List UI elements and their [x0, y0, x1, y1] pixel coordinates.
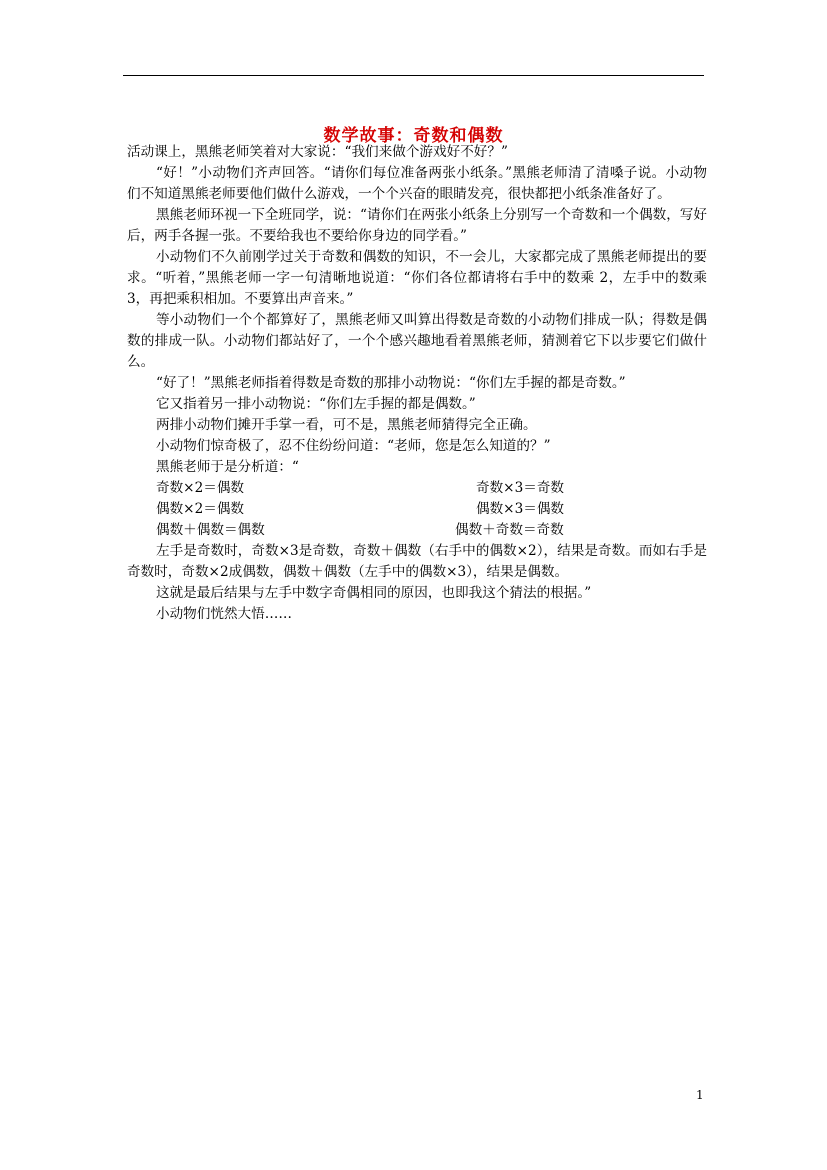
paragraph: “好！”小动物们齐声回答。“请你们每位准备两张小纸条。”黑熊老师清了清嗓子说。小动物们不知道黑熊老师要他们做什么游戏，一个个兴奋的眼睛发亮，很快都把小纸条准备好了。	[127, 165, 707, 202]
paragraph: 它又指着另一排小动物说：“你们左手握的都是偶数。”	[156, 396, 476, 412]
paragraph: 小动物们恍然大悟……	[156, 606, 292, 622]
formula-left: 偶数＋偶数＝偶数	[156, 522, 265, 538]
paragraph: 两排小动物们摊开手掌一看，可不是，黑熊老师猜得完全正确。	[156, 417, 537, 433]
header-rule	[123, 75, 704, 76]
paragraph: “好了！”黑熊老师指着得数是奇数的那排小动物说：“你们左手握的都是奇数。”	[156, 375, 626, 391]
paragraph: 这就是最后结果与左手中数字奇偶相同的原因，也即我这个猜法的根据。”	[156, 585, 592, 601]
formula-left: 奇数×2＝偶数	[156, 480, 245, 496]
paragraph: 小动物们惊奇极了，忍不住纷纷问道：“老师，您是怎么知道的？”	[156, 438, 551, 454]
formula-right: 偶数＋奇数＝奇数	[455, 522, 564, 538]
formula-row	[127, 478, 707, 499]
paragraph: 小动物们不久前刚学过关于奇数和偶数的知识，不一会儿，大家都完成了黑熊老师提出的要求。“听着，”黑熊老师一字一句清晰地说道：“你们各位都请将右手中的数乘 2，左手中的数乘 3，再把乘积相加。不要算出声音来。”	[127, 249, 707, 307]
page-number: 1	[696, 1088, 704, 1102]
paragraph: 等小动物们一个个都算好了，黑熊老师又叫算出得数是奇数的小动物们排成一队；得数是偶数的排成一队。小动物们都站好了，一个个感兴趣地看着黑熊老师，猜测着它下以步要它们做什么。	[127, 312, 707, 370]
paragraph: 黑熊老师环视一下全班同学，说：“请你们在两张小纸条上分别写一个奇数和一个偶数，写好后，两手各握一张。不要给我也不要给你身边的同学看。”	[127, 207, 707, 244]
paragraph: 活动课上，黑熊老师笑着对大家说：“我们来做个游戏好不好？”	[127, 144, 508, 160]
paragraph: 黑熊老师于是分析道：“	[156, 459, 299, 475]
formula-row	[127, 499, 707, 520]
formula-right: 偶数×3＝偶数	[476, 501, 565, 517]
formula-row	[127, 520, 707, 541]
page-title: 数学故事：奇数和偶数	[323, 126, 504, 147]
story-body	[127, 142, 707, 625]
formula-left: 偶数×2＝偶数	[156, 501, 245, 517]
formula-right: 奇数×3＝奇数	[476, 480, 565, 496]
paragraph: 左手是奇数时，奇数×3是奇数，奇数＋偶数（右手中的偶数×2），结果是奇数。而如右手是奇数时，奇数×2成偶数，偶数＋偶数（左手中的偶数×3），结果是偶数。	[127, 543, 707, 580]
